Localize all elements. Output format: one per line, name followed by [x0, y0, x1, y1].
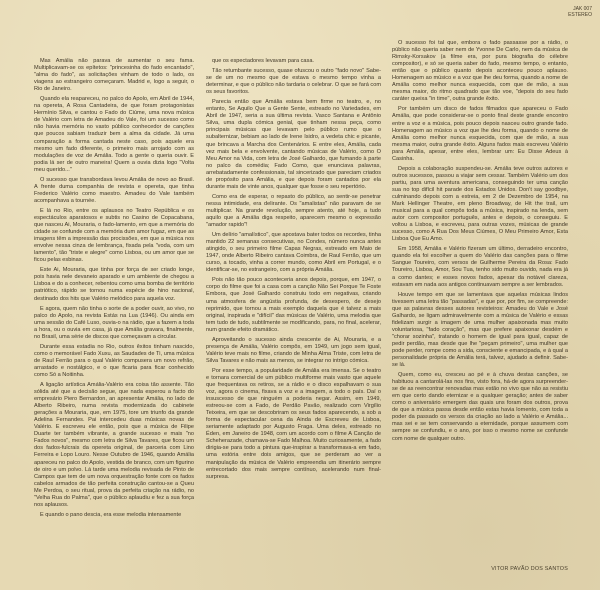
paragraph: E agora, quem não tinha o sorte de a poder ouvir, ao vivo, no palco do Apolo, na revista Estás na Lua (1946). Ou ainda em uma sessão do Café Luso, ouvia-o na rádio, que a fazem a toda a hora, ou o ouvia em casa, já que Amália gravara, finalmente, no Brasil, uma série de discos que começavam a circular.: [34, 305, 194, 340]
paragraph: Um delírio "amalístico", que apostava bater todos os recordes, tinha mantido 22 semanas consecutivas, no Condes, número nunca antes atingido, o seu primeiro filme Capas Negras, estreado em Maio de 1947, onde Alberto Ribeiro cantava Coimbra, de Raul Ferrão, que um curso, a tocado, vinha a correr mundo, como Abril em Portugal, e o identificar-se, no estrangeiro, com a própria Amália.: [206, 232, 381, 274]
paragraph: Mas Amália não parava de aumentar o seu fama. Multiplicavam-se os epítetos: "princesinha do fado encantado", "alma do fado", as solicitações vinham de todo o lado, os viagens ao estrangeiro começaram. Madrid e, logo a seguir, o Rio de Janeiro.: [34, 58, 194, 93]
paragraph: Houve tempo em que se lamentava que aquelas músicas lindos tivessem uma letra tão "passadas", e que por, por fim, se compreende: que as palavras desses autores revisteiros: Amadeu do Vale e José Galhardo, se ligam admiravelmente com a música de Valério e essas fidelizam surgir a imagem de uma mulher apaixonada mas muito voluntariosa, "fado coração", mas que prefere apaixonar desdém e "chorar sozinha", tratando o homem de igual para igual, capaz de pedir perdão, mas desde que lhe "peçam primeiro", uma mulher que pode perder, rompe como a sida, consciente e emancipada, e à qual a personalidade própria de Amália terá, talvez, ajudado a definir. Sabe-se lá.: [392, 291, 568, 369]
paragraph: Depois a colaboração suspendeu-se. Amália teve outros autores e outros sucessos, passou a viajar sem cessar. Também Valério um dos partiu, para uma aventura americana, conseguindo ter uma canção sua no top difícil hit parade dos Estados Unidos. Don't say goodbye, culminando depois com a estreia, em 2 de Dezembro de 1954, na Mark Hellinger Theatre, em pleno Broadway, de Hit the trail, um musical para a qual compôs toda a música, inspirado na lenda, sem autor com compositor português, antes e depois, o conseguiu. E voltou a Lisboa, e escreveu, para outras vozes, músicas de grande sucesso, como A Rua Dos Meus Ciúmes, O Meu Primeiro Amor, Esta Lisboa Que Eu Amo.: [392, 165, 568, 243]
paragraph: Por também um disco de fados filmados que apareceu o Fado Amália, que pode considerar-se o ponto final deste grande encontro entre a voz e a música, pois pouco depois nasceu outro grande fado. Homenagem ao músico a voz que lhe deu forma, quando o nome de Amália como melhor nunca esquecida, com que de mão, a sua mesma maior, outra grande êxito. Alguns fados mais escreveu Valério para Amália, apesar, entre eles, lembrar um: Eu Disse Adeus à Casinha.: [392, 106, 568, 162]
text-column-1: [34, 58, 194, 522]
paragraph: Tão retumbante sucesso, quase ofuscou o outro "fado novo" Sabe-se de um no mesmo que de estava o mesmo tempo vinha a determinar, e que o público não tardaria o celebrar. O que se fará com os seus favoritos.: [206, 68, 381, 96]
paragraph: A ligação artística Amália-Valério era coisa tão assente. Tão sólida até que a decisão segue, que nada esperou a facto do empresário Piero Bernardon, an apresentar Amália, no lado de Alberto Ribeiro, numa revista modernizada do cabinete gerações a Mouraria, que, em 1975, tore um triunfo da grande Adelina Fernandes. Pai intercedeu duas músicas novas de Valério. E escreveu ele então, pois que a música de Filipe Duarte ter também vibrante, a grande sucesso e mais "no Fados novos", mesmo com letra de Silva Tavares, que ficou um dos fados-fulcrais da opereta original, de parceria com Lino Ferreira e Lopo Louro. Nesse Outubro de 1946, quando Amália apareceu no palco do Apolo, vestida de branco, com um figurino de oiro e um polvo. Lá tarde uma melodia revisada de Pinto de Campos que tem de um nova orquestração fonte com os fados cabelos armados de tão perfeita construção cantou-se a Queu Me Perdoa, o seu ritual, prova da perfeita criação na rádio, no "Velha Rua do Palma", que o público aplaudiu e fez a sua força nos aplausos.: [34, 382, 194, 508]
catalog-number: JAK 007: [573, 6, 592, 12]
paragraph: que os espectadores levavam para casa.: [212, 58, 314, 64]
paragraph: O sucesso que transbordava levou Amália de novo ao Brasil. A frente duma companhia de revista e opereta, que tinha Frederico Valério como maestro. Amadeu do Vale também acompanhava a tournée.: [34, 176, 194, 204]
paragraph: E quando o pano descia, era esse melodia intensamente: [40, 511, 182, 518]
paragraph: Este Ai, Mouraria, que tinha por força de ser criado longe, pois havia nele devaneio aparado e um ambiente de chegou a Lisboa e do a conhecer, rebentou como uma bomba de território patriótico, rápido se tornou numa espécie de hino nacional, destinado dos hits que Valério melódico para aquela voz.: [34, 267, 194, 302]
text-column-3: [392, 40, 568, 446]
paragraph: Como era de esperar, o repasto do público, ao sentir-se penetrar nessa intimidade, era delirante. Os "amalistas" não paravam de se multiplicar. Na grande revolução, sempre atento, até hoje, a tudo aquilo que a Amália diga respeito, aparecem mesmo o expressão "amador rapido"!: [206, 193, 381, 229]
paragraph: Durante essa estadia no Rio, outros êxitos tinham nascido, como o memorável Fado Xuxu, as Saudades de Ti, uma música de Raul Ferrão para o qual Valério compusera um novo refrão, arrastado e nostálgico, e o que ficaria para ficar conhecido como Só a Noitinha.: [34, 343, 194, 378]
paragraph: Pois não tão pouco aconteceria anos depois, porque, em 1947, o corpo do filme que foi a casa com a canção Não Sei Porque Te Foste Embora, que José Galhardo construiu todo em negativas, criando uma atmosfera de angústia profunda, de desespero, de desejo reprimido, que tornou a mais exemplo daquela que é talvez a mais original, inspirada e "difícil" das músicas de Valério, uma melodia que tem tudo de tudo, subtilmente se modificando, para, no final, acelerar, num grande efeito dramático.: [206, 277, 381, 333]
paragraph: Quem, como eu, cresceu ao pé e à chuva destas canções, se habituou a cantarolá-las nos fins, visto fora, há-de agora surpreender-se de as reencontrar renovadas mas estão no vivo que não as resistiu em que certo dando eternizar e a qualquer geração; antes de saber como o aniversário emergem das quais uns foram dos outros, prova de que a música passa desde então estas havia lomento, com toda a poder da passado os versos da criação ao lado a Valério e Amália... mas sei e se tem conservando a eternidade, porque assumem com sempre se confundiu, e o ano, por isso o mesmo nome se confunde com nome de qualquer outro.: [392, 372, 568, 442]
catalog-info: [568, 6, 592, 18]
text-column-2: [206, 58, 381, 484]
paragraph: E lá no Rio, entre os aplausos no Teatro República e os espectáculos aparatosos e subtis no Casino de Copacabana, que nasceu Ai, Mouraria, o fado-lamento, em que a memória do cidade se confunde com a memória dum amor fugaz, em que as imagens têm a impressão das procissões, em que a música nos envolve nessa cinza de lembrança, fixada pela "voda, com um lamento", tão "triste e alegre" como Lisboa, ou um amor que se ficou pelas esbinas.: [34, 207, 194, 264]
paragraph: Em 1958, Amália e Valério fizeram um último, derradeiro encontro, quando ela foi escolher a quem do Valério das canções para o filme Sangue Toureiro, com versos de Guilherme Pereira da Rosa: Fado Toureiro, Lisboa, Amor, Sou Tua, tenho sido muito ouvido, nada era já a como dantes; e esses novos fados, apesar da notável clareza, estavam em nada aos antigos continuavam sempre a ser lembrados.: [392, 246, 568, 288]
paragraph: Quando ela reapareceu, no palco do Apolo, em Abril de 1944, na opereta, A Rosa Cantadeira, de que foram protagonistas Hermínio Silva, e cantou o Fado do Ciúme, uma nova música de Valério com letra de Amadeu do Vale, foi um sucesso como não havia memória no vasto público conhecedor de canções que poucos sabiam traduzir bem a alma da cidade. Já uma comparação a forma cantada neste caso, pois aquele era mesmo um fado diferente, o primeiro mais arrojado com as modulações de voz de Amália. Todo a gente o queria ouvir. E podia lá ser de outro maneira! Quem a ouvia dizia logo "Volta meu querido...": [34, 96, 194, 173]
paragraph: Parecia então que Amália estava bem firme no teatro, e, no entanto, Se Aquilo Que a Gente Sente, estreado no Variedades, em Abril de 1947, seria a sua última revista. Vasco Santana e Antônio Silva, uma dupla cómica genial, que tinham nessa peça, como principais músicas que levavam pelo público rumo que o subalternizar, bebiam ao lado de Irene Isidro, a vedeta chic e picante, que brincava a Marcha dos Centenários. E entre eles, Amália, cada vez mais bela e envolvente, cantando músicas de Valério, como O Meu Amor na Vida, com letra de José Galhardo, que fumando à parte no palco da comédia; Fado Como, que enunciava palavras, arrebatadamente confessionais, tal sincerizado que pareciam criados de propósito para Amália, e que depois foram cantados por ela durante mais de vinte anos, qualquer que fosse o seu repertório.: [206, 99, 381, 190]
stereo-label: ESTEREO: [568, 12, 592, 18]
paragraph: Aproveitando o sucesso ainda crescente de Ai, Mouraria, e a presença de Amália, Valério compôs, em 1949, um jogo sem igual, Valério teve mais no filme, criando de Minha Alma Triste, com letra de Silva Tavares e não mais as menos, se integrar no intrigo cómica.: [206, 336, 381, 364]
paragraph: Por esse tempo, a popularidade de Amália era imensa. Se o teatro e tornara comercial de um público multiforme mais vasto que aquele que frequentava os retiros, se a rádio e o disco espalhavam o sua voz, agora o cinema, fixava a voz e a imagem, a todo o país. Daí o insuscesso de que ninguém a poderia negar. Assim, em 1949, estreou-se com a Fado, de Perdão Pavão, realizado com Virgílio Teixeira, em que se descobriram os seus fados aparecendo, a sob a forma de espectacular cena da Ainda de Escreveu de Lisboa, seriamente adaptado por Augusto Fraga. Uma deles, estreado no Éden, em Janeiro de 1948, com um acordo com o filme A Canção de Scheherazade, chamava-se Fado Malhoa. Muito curiosamente, a fado dirigia-se para todo a pintura que-inspirar a transformava-a em fado, uma estória entre dois amigos, que se perderam ao ver a manipulação da música de Valério empreendia um itinerário sempre entrecortado dos mais sempre contínuo, acelerando num final-surpresa.: [206, 367, 381, 480]
author-signature: VITOR PAVÃO DOS SANTOS: [491, 566, 568, 572]
paragraph: O sucesso foi tal que, embora o fado passasse por a rádio, o público não queria saber nem de Yvonne De Carlo, nem da música de Rimsky-Korsakov (a filme era, por pura biografia do célebre compositor), e só se queria saber do fado, mesmo tempo, o entanto, então que o público quanto depois aconteceu pouco aplauso. Homenagem ao músico e a voz que lhe deu forma, quando a nome de Amália como melhor nunca esquecida, com que de mão, a sua mesma maior, do ritmo quadrado que tão voe, "depois do seu fado caráter queixa "in time", outra grande êxito.: [392, 40, 568, 103]
